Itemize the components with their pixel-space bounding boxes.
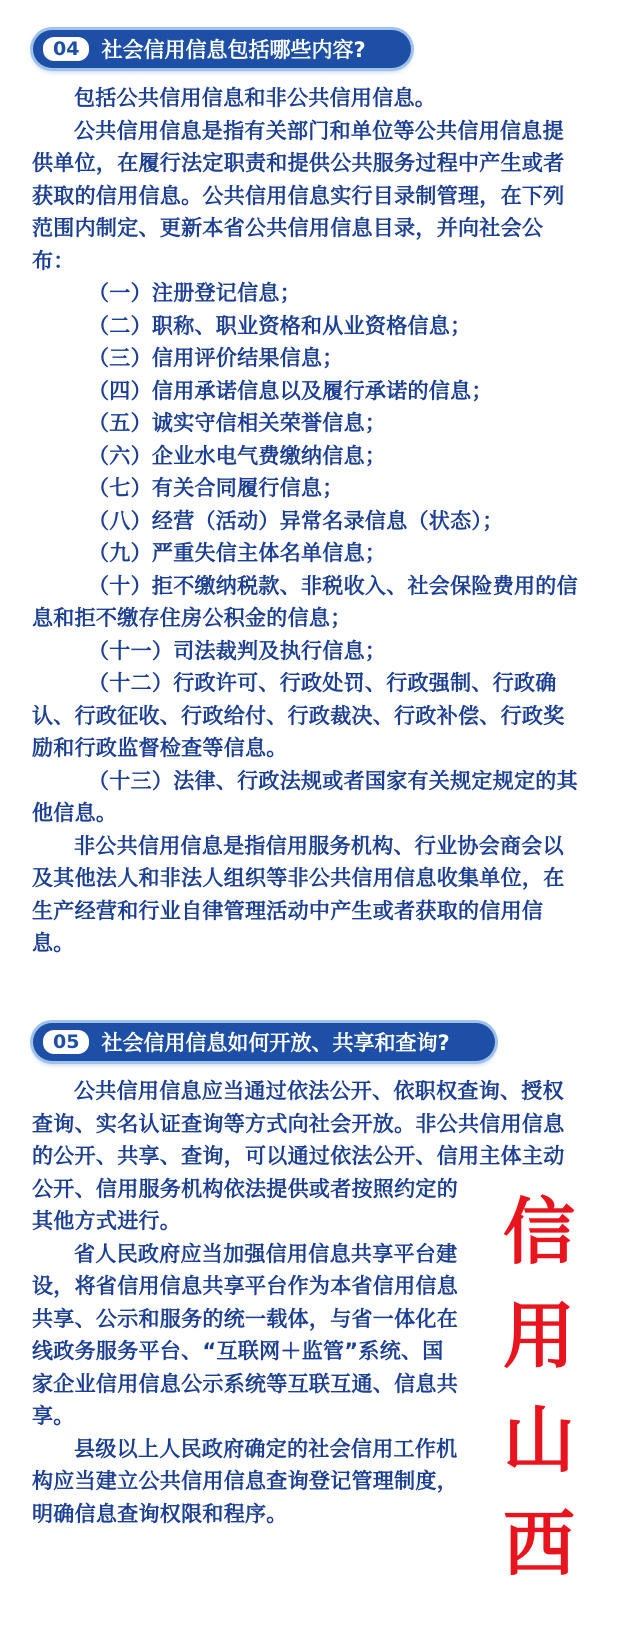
section-05-line: 设，将省信用信息共享平台作为本省信用信息 xyxy=(32,1274,458,1298)
brand-char: 西 xyxy=(502,1501,575,1586)
section-05-header xyxy=(33,1023,495,1061)
list-item: （十三）法律、行政法规或者国家有关规定规定的其他信息。 xyxy=(32,768,578,825)
section-05-line: 家企业信用信息公示系统等互联互通、信息共 xyxy=(32,1371,458,1396)
list-item: （一）注册登记信息； xyxy=(88,281,301,305)
section-05-line: 查询、实名认证查询等方式向社会开放。非公共信用信息 xyxy=(32,1111,565,1136)
section-05-line: 县级以上人民政府确定的社会信用工作机 xyxy=(74,1436,458,1461)
section-05-line: 公共信用信息应当通过依法公开、依职权查询、授权 xyxy=(74,1079,564,1103)
section-05-title: 社会信用信息如何开放、共享和查询? xyxy=(101,1031,450,1055)
section-05-line: 的公开、共享、查询，可以通过依法公开、信用主体主动 xyxy=(32,1144,565,1168)
section-05-line: 享。 xyxy=(32,1404,75,1428)
section-04-paragraph-3: 非公共信用信息是指信用服务机构、行业协会商会以及其他法人和非法人组织等非公共信用信息收集单位，在生产经营和行业自律管理活动中产生或者获取的信用信息。 xyxy=(32,833,565,955)
section-05-number: 05 xyxy=(43,1030,89,1054)
list-item: （五）诚实守信相关荣誉信息； xyxy=(88,411,387,435)
list-item: （四）信用承诺信息以及履行承诺的信息； xyxy=(88,378,493,403)
section-04-paragraph-2: 公共信用信息是指有关部门和单位等公共信用信息提供单位，在履行法定职责和提供公共服务过程中产生或者获取的信用信息。公共信用信息实行目录制管理，在下列范围内制定、更新本省公共信用信息目录，并向社会公布： xyxy=(32,118,565,273)
brand-char: 用 xyxy=(502,1293,575,1378)
section-04-number: 04 xyxy=(43,37,89,61)
section-05-line: 省人民政府应当加强信用信息共享平台建 xyxy=(74,1241,458,1266)
section-05-line: 构应当建立公共信用信息查询登记管理制度， xyxy=(32,1469,458,1493)
section-05-line: 共享、公示和服务的统一载体，与省一体化在 xyxy=(32,1306,458,1331)
section-04-body xyxy=(32,82,584,960)
list-item: （十二）行政许可、行政处罚、行政强制、行政确认、行政征收、行政给付、行政裁决、行政补偿、行政奖励和行政监督检查等信息。 xyxy=(32,671,565,760)
list-item: （七）有关合同履行信息； xyxy=(88,476,344,500)
brand-char: 信 xyxy=(502,1189,575,1274)
section-04-header xyxy=(33,30,411,68)
section-04-title: 社会信用信息包括哪些内容? xyxy=(101,38,366,62)
section-04-paragraph-1: 包括公共信用信息和非公共信用信息。 xyxy=(74,86,437,110)
section-05-line: 线政务服务平台、“互联网＋监管”系统、国 xyxy=(32,1339,444,1363)
section-05-line: 公开、信用服务机构依法提供或者按照约定的 xyxy=(32,1176,458,1201)
list-item: （二）职称、职业资格和从业资格信息； xyxy=(88,313,472,338)
brand-vertical-title xyxy=(493,1180,585,1596)
list-item: （九）严重失信主体名单信息； xyxy=(88,541,387,565)
section-05-line: 明确信息查询权限和程序。 xyxy=(32,1501,288,1526)
list-item: （八）经营（活动）异常名录信息（状态）； xyxy=(88,508,504,533)
brand-char: 山 xyxy=(502,1397,575,1482)
section-05-line: 其他方式进行。 xyxy=(32,1209,182,1233)
list-item: （十）拒不缴纳税款、非税收入、社会保险费用的信息和拒不缴存住房公积金的信息； xyxy=(32,573,578,630)
list-item: （六）企业水电气费缴纳信息； xyxy=(88,443,387,468)
list-item: （三）信用评价结果信息； xyxy=(88,346,344,370)
list-item: （十一）司法裁判及执行信息； xyxy=(88,638,387,663)
